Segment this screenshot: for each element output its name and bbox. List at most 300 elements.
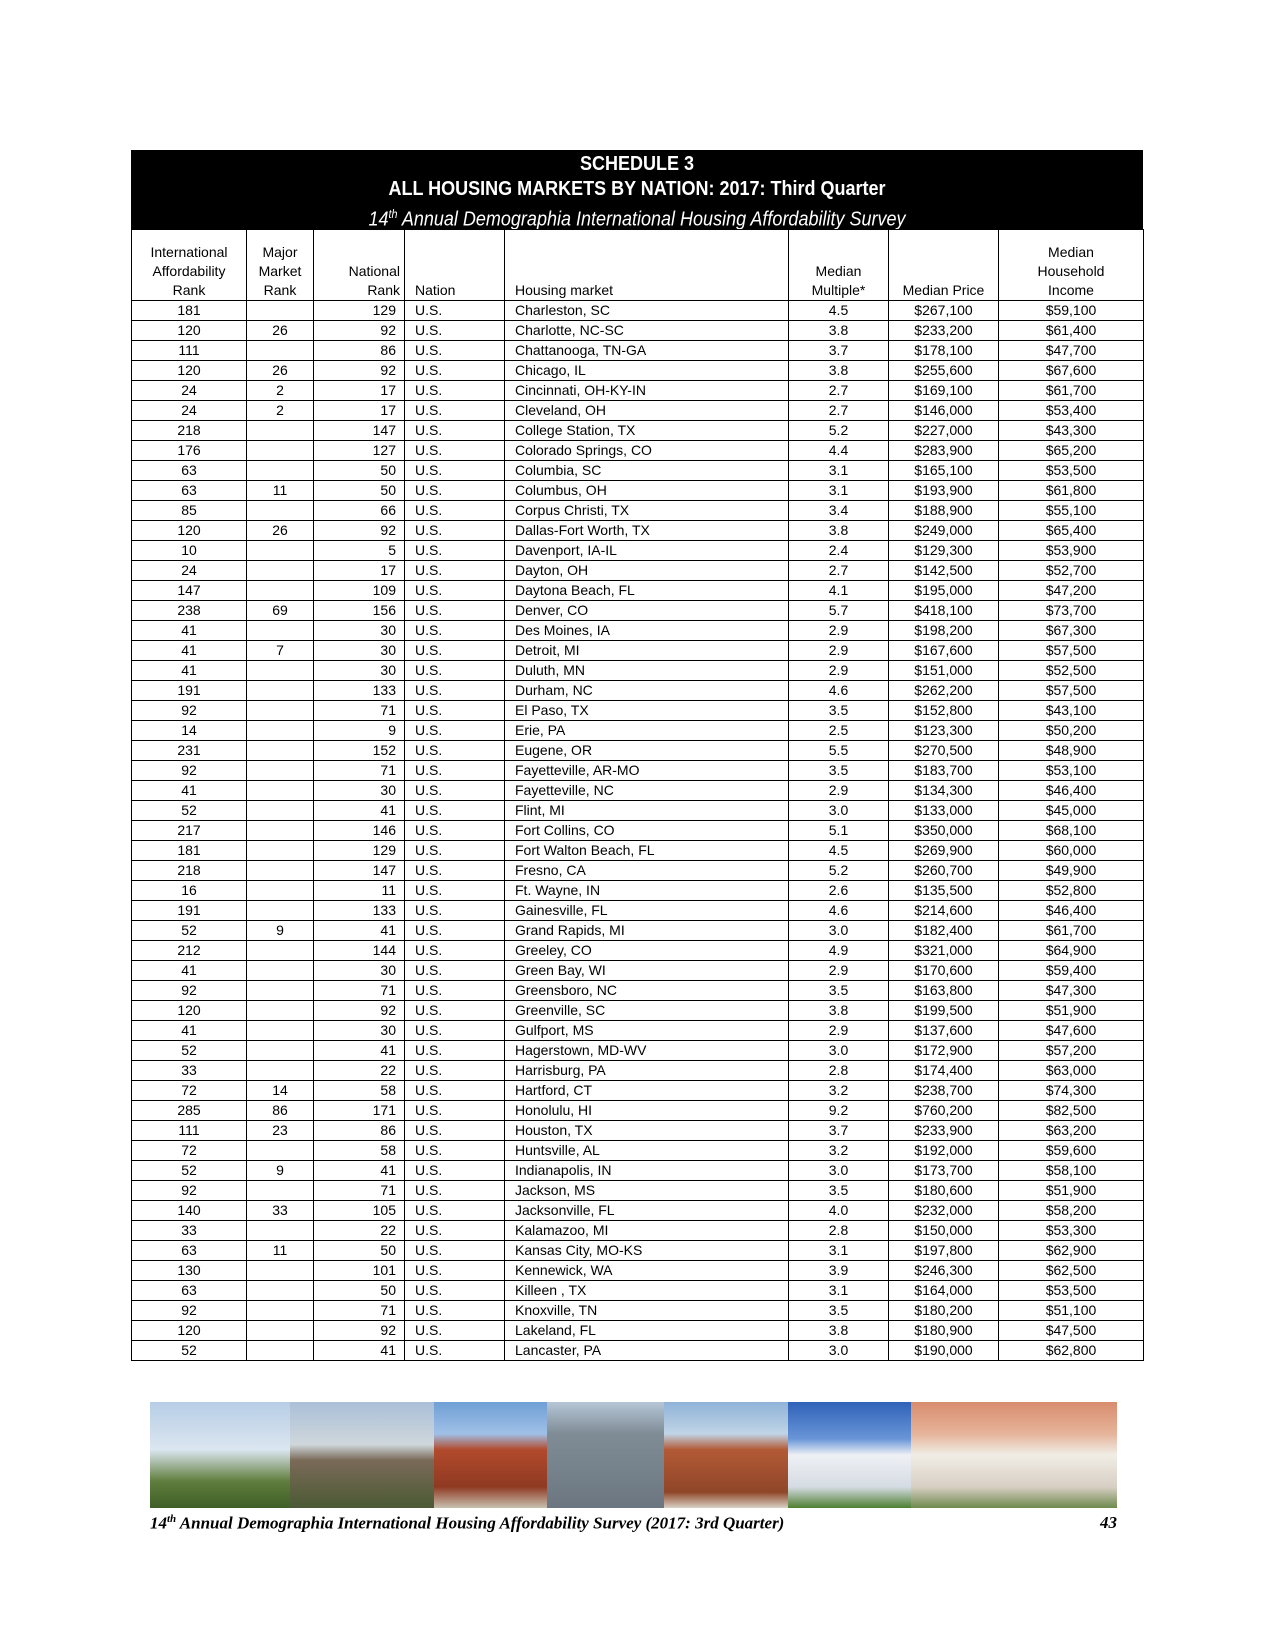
major-market-rank-cell: 23	[247, 1121, 314, 1141]
header-text: Nation	[415, 282, 456, 298]
nation-cell: U.S.	[405, 541, 505, 561]
major-market-rank-cell	[247, 741, 314, 761]
nation-cell: U.S.	[405, 561, 505, 581]
table-row	[132, 981, 1144, 1001]
national-rank-cell: 41	[314, 1041, 405, 1061]
international-rank-cell: 181	[132, 301, 247, 321]
median-income-cell: $59,400	[999, 961, 1144, 981]
housing-market-cell: Columbia, SC	[505, 461, 789, 481]
median-multiple-cell: 3.0	[789, 801, 889, 821]
median-multiple-cell: 5.2	[789, 421, 889, 441]
major-market-rank-cell: 26	[247, 361, 314, 381]
housing-market-cell: Cincinnati, OH-KY-IN	[505, 381, 789, 401]
header-text: National Rank	[348, 263, 400, 298]
median-income-cell: $53,500	[999, 1281, 1144, 1301]
national-rank-cell: 22	[314, 1061, 405, 1081]
international-rank-cell: 147	[132, 581, 247, 601]
international-rank-cell: 41	[132, 621, 247, 641]
table-row	[132, 361, 1144, 381]
major-market-rank-cell	[247, 881, 314, 901]
national-rank-cell: 127	[314, 441, 405, 461]
international-rank-cell: 191	[132, 681, 247, 701]
nation-cell: U.S.	[405, 761, 505, 781]
table-row	[132, 461, 1144, 481]
median-income-cell: $61,800	[999, 481, 1144, 501]
nation-cell: U.S.	[405, 1301, 505, 1321]
table-body	[132, 301, 1144, 1361]
housing-market-cell: Kalamazoo, MI	[505, 1221, 789, 1241]
header-text: Median Price	[902, 282, 985, 298]
median-price-cell: $180,600	[889, 1181, 999, 1201]
header-text: Median Household Income	[1037, 244, 1105, 298]
table-row	[132, 941, 1144, 961]
table-row	[132, 961, 1144, 981]
nation-cell: U.S.	[405, 821, 505, 841]
median-multiple-cell: 3.1	[789, 1241, 889, 1261]
median-multiple-cell: 2.5	[789, 721, 889, 741]
national-rank-cell: 133	[314, 681, 405, 701]
major-market-rank-cell: 11	[247, 481, 314, 501]
national-rank-cell: 129	[314, 841, 405, 861]
nation-cell: U.S.	[405, 1161, 505, 1181]
house-photo	[150, 1402, 290, 1508]
table-row	[132, 801, 1144, 821]
major-market-rank-cell	[247, 701, 314, 721]
housing-market-cell: Kennewick, WA	[505, 1261, 789, 1281]
table-row	[132, 581, 1144, 601]
median-income-cell: $62,900	[999, 1241, 1144, 1261]
median-multiple-cell: 4.0	[789, 1201, 889, 1221]
major-market-rank-cell: 26	[247, 321, 314, 341]
median-income-cell: $68,100	[999, 821, 1144, 841]
international-rank-cell: 52	[132, 921, 247, 941]
median-income-cell: $62,500	[999, 1261, 1144, 1281]
median-price-cell: $180,200	[889, 1301, 999, 1321]
international-rank-cell: 218	[132, 861, 247, 881]
major-market-rank-cell	[247, 861, 314, 881]
nation-cell: U.S.	[405, 1061, 505, 1081]
nation-cell: U.S.	[405, 1081, 505, 1101]
international-rank-cell: 285	[132, 1101, 247, 1121]
international-rank-cell: 212	[132, 941, 247, 961]
median-income-cell: $59,100	[999, 301, 1144, 321]
major-market-rank-cell	[247, 1141, 314, 1161]
house-photo	[664, 1402, 788, 1508]
table-row	[132, 781, 1144, 801]
major-market-rank-cell	[247, 341, 314, 361]
international-rank-cell: 120	[132, 1321, 247, 1341]
major-market-rank-cell	[247, 501, 314, 521]
housing-market-cell: Fort Collins, CO	[505, 821, 789, 841]
median-multiple-cell: 3.0	[789, 1341, 889, 1361]
median-multiple-cell: 4.6	[789, 901, 889, 921]
housing-market-cell: Hartford, CT	[505, 1081, 789, 1101]
median-income-cell: $47,200	[999, 581, 1144, 601]
major-market-rank-cell: 2	[247, 381, 314, 401]
international-rank-cell: 181	[132, 841, 247, 861]
table-row	[132, 481, 1144, 501]
median-income-cell: $52,700	[999, 561, 1144, 581]
major-market-rank-cell	[247, 441, 314, 461]
national-rank-cell: 156	[314, 601, 405, 621]
national-rank-cell: 171	[314, 1101, 405, 1121]
median-price-cell: $190,000	[889, 1341, 999, 1361]
international-rank-cell: 92	[132, 761, 247, 781]
page-number: 43	[1100, 1513, 1117, 1532]
house-photo	[788, 1402, 911, 1508]
international-rank-cell: 52	[132, 1341, 247, 1361]
national-rank-cell: 71	[314, 1301, 405, 1321]
major-market-rank-cell: 11	[247, 1241, 314, 1261]
median-price-cell: $246,300	[889, 1261, 999, 1281]
median-income-cell: $47,300	[999, 981, 1144, 1001]
nation-cell: U.S.	[405, 901, 505, 921]
housing-market-cell: Dayton, OH	[505, 561, 789, 581]
median-income-cell: $47,500	[999, 1321, 1144, 1341]
housing-market-cell: Houston, TX	[505, 1121, 789, 1141]
schedule-subtitle: ALL HOUSING MARKETS BY NATION: 2017: Third Quarter	[388, 178, 886, 200]
nation-cell: U.S.	[405, 1281, 505, 1301]
international-rank-cell: 24	[132, 381, 247, 401]
national-rank-cell: 17	[314, 381, 405, 401]
table-row	[132, 401, 1144, 421]
median-multiple-cell: 3.9	[789, 1261, 889, 1281]
major-market-rank-cell	[247, 1341, 314, 1361]
median-price-cell: $129,300	[889, 541, 999, 561]
median-income-cell: $65,400	[999, 521, 1144, 541]
national-rank-cell: 30	[314, 1021, 405, 1041]
major-market-rank-cell	[247, 581, 314, 601]
major-market-rank-cell	[247, 1301, 314, 1321]
median-multiple-cell: 5.2	[789, 861, 889, 881]
median-price-cell: $142,500	[889, 561, 999, 581]
international-rank-cell: 191	[132, 901, 247, 921]
major-market-rank-cell	[247, 721, 314, 741]
international-rank-cell: 176	[132, 441, 247, 461]
national-rank-cell: 41	[314, 801, 405, 821]
table-row	[132, 1101, 1144, 1121]
median-multiple-cell: 4.5	[789, 301, 889, 321]
housing-market-cell: Lancaster, PA	[505, 1341, 789, 1361]
median-price-cell: $167,600	[889, 641, 999, 661]
col-header-nation	[405, 230, 505, 301]
national-rank-cell: 9	[314, 721, 405, 741]
housing-market-cell: Lakeland, FL	[505, 1321, 789, 1341]
housing-market-cell: Greensboro, NC	[505, 981, 789, 1001]
table-row	[132, 761, 1144, 781]
median-income-cell: $46,400	[999, 901, 1144, 921]
median-price-cell: $269,900	[889, 841, 999, 861]
national-rank-cell: 86	[314, 341, 405, 361]
median-multiple-cell: 3.0	[789, 1041, 889, 1061]
median-income-cell: $61,700	[999, 381, 1144, 401]
table-row	[132, 1301, 1144, 1321]
national-rank-cell: 41	[314, 921, 405, 941]
median-income-cell: $64,900	[999, 941, 1144, 961]
table-row	[132, 641, 1144, 661]
national-rank-cell: 71	[314, 701, 405, 721]
major-market-rank-cell	[247, 541, 314, 561]
median-price-cell: $123,300	[889, 721, 999, 741]
national-rank-cell: 41	[314, 1161, 405, 1181]
national-rank-cell: 71	[314, 1181, 405, 1201]
median-income-cell: $74,300	[999, 1081, 1144, 1101]
median-price-cell: $137,600	[889, 1021, 999, 1041]
median-multiple-cell: 2.7	[789, 561, 889, 581]
national-rank-cell: 30	[314, 621, 405, 641]
median-price-cell: $182,400	[889, 921, 999, 941]
international-rank-cell: 24	[132, 561, 247, 581]
housing-market-cell: Hagerstown, MD-WV	[505, 1041, 789, 1061]
table-row	[132, 521, 1144, 541]
table-row	[132, 381, 1144, 401]
table-row	[132, 301, 1144, 321]
table-row	[132, 1081, 1144, 1101]
housing-market-cell: Erie, PA	[505, 721, 789, 741]
major-market-rank-cell	[247, 1041, 314, 1061]
median-income-cell: $51,100	[999, 1301, 1144, 1321]
housing-market-cell: Indianapolis, IN	[505, 1161, 789, 1181]
table-row	[132, 1121, 1144, 1141]
median-income-cell: $67,300	[999, 621, 1144, 641]
housing-market-cell: Greeley, CO	[505, 941, 789, 961]
table-row	[132, 621, 1144, 641]
table-row	[132, 1321, 1144, 1341]
major-market-rank-cell	[247, 821, 314, 841]
housing-market-cell: Jacksonville, FL	[505, 1201, 789, 1221]
median-income-cell: $45,000	[999, 801, 1144, 821]
median-price-cell: $238,700	[889, 1081, 999, 1101]
international-rank-cell: 120	[132, 1001, 247, 1021]
national-rank-cell: 41	[314, 1341, 405, 1361]
table-row	[132, 901, 1144, 921]
housing-market-cell: Daytona Beach, FL	[505, 581, 789, 601]
median-price-cell: $198,200	[889, 621, 999, 641]
median-income-cell: $51,900	[999, 1181, 1144, 1201]
international-rank-cell: 120	[132, 321, 247, 341]
international-rank-cell: 52	[132, 1041, 247, 1061]
median-multiple-cell: 3.4	[789, 501, 889, 521]
housing-market-cell: Greenville, SC	[505, 1001, 789, 1021]
nation-cell: U.S.	[405, 741, 505, 761]
median-multiple-cell: 2.7	[789, 401, 889, 421]
nation-cell: U.S.	[405, 981, 505, 1001]
median-price-cell: $195,000	[889, 581, 999, 601]
nation-cell: U.S.	[405, 581, 505, 601]
median-multiple-cell: 3.5	[789, 1301, 889, 1321]
international-rank-cell: 24	[132, 401, 247, 421]
housing-market-cell: Columbus, OH	[505, 481, 789, 501]
major-market-rank-cell: 86	[247, 1101, 314, 1121]
nation-cell: U.S.	[405, 661, 505, 681]
table-row	[132, 1041, 1144, 1061]
median-income-cell: $53,400	[999, 401, 1144, 421]
nation-cell: U.S.	[405, 521, 505, 541]
table-row	[132, 721, 1144, 741]
national-rank-cell: 92	[314, 1001, 405, 1021]
table-row	[132, 701, 1144, 721]
national-rank-cell: 22	[314, 1221, 405, 1241]
international-rank-cell: 218	[132, 421, 247, 441]
table-row	[132, 501, 1144, 521]
international-rank-cell: 33	[132, 1061, 247, 1081]
major-market-rank-cell: 9	[247, 1161, 314, 1181]
median-multiple-cell: 4.9	[789, 941, 889, 961]
median-multiple-cell: 5.7	[789, 601, 889, 621]
nation-cell: U.S.	[405, 481, 505, 501]
median-multiple-cell: 3.8	[789, 1001, 889, 1021]
median-price-cell: $133,000	[889, 801, 999, 821]
major-market-rank-cell	[247, 461, 314, 481]
nation-cell: U.S.	[405, 721, 505, 741]
nation-cell: U.S.	[405, 421, 505, 441]
median-income-cell: $63,200	[999, 1121, 1144, 1141]
major-market-rank-cell: 9	[247, 921, 314, 941]
median-price-cell: $283,900	[889, 441, 999, 461]
housing-market-cell: El Paso, TX	[505, 701, 789, 721]
national-rank-cell: 71	[314, 981, 405, 1001]
international-rank-cell: 41	[132, 1021, 247, 1041]
housing-market-cell: Fayetteville, NC	[505, 781, 789, 801]
international-rank-cell: 140	[132, 1201, 247, 1221]
national-rank-cell: 58	[314, 1141, 405, 1161]
median-price-cell: $193,900	[889, 481, 999, 501]
housing-market-cell: Kansas City, MO-KS	[505, 1241, 789, 1261]
median-multiple-cell: 5.1	[789, 821, 889, 841]
median-multiple-cell: 4.4	[789, 441, 889, 461]
nation-cell: U.S.	[405, 461, 505, 481]
nation-cell: U.S.	[405, 1041, 505, 1061]
col-header-median-price	[889, 230, 999, 301]
house-photo	[911, 1402, 1117, 1508]
median-multiple-cell: 5.5	[789, 741, 889, 761]
international-rank-cell: 63	[132, 461, 247, 481]
table-row	[132, 1221, 1144, 1241]
median-price-cell: $178,100	[889, 341, 999, 361]
major-market-rank-cell	[247, 841, 314, 861]
national-rank-cell: 11	[314, 881, 405, 901]
table-row	[132, 561, 1144, 581]
nation-cell: U.S.	[405, 801, 505, 821]
table-row	[132, 1001, 1144, 1021]
median-price-cell: $350,000	[889, 821, 999, 841]
median-income-cell: $50,200	[999, 721, 1144, 741]
table-row	[132, 1061, 1144, 1081]
international-rank-cell: 111	[132, 341, 247, 361]
national-rank-cell: 50	[314, 461, 405, 481]
table-row	[132, 661, 1144, 681]
housing-market-cell: Gulfport, MS	[505, 1021, 789, 1041]
median-multiple-cell: 2.9	[789, 661, 889, 681]
median-income-cell: $46,400	[999, 781, 1144, 801]
national-rank-cell: 30	[314, 961, 405, 981]
median-income-cell: $73,700	[999, 601, 1144, 621]
major-market-rank-cell	[247, 1261, 314, 1281]
national-rank-cell: 92	[314, 321, 405, 341]
nation-cell: U.S.	[405, 381, 505, 401]
international-rank-cell: 120	[132, 361, 247, 381]
housing-market-cell: Corpus Christi, TX	[505, 501, 789, 521]
nation-cell: U.S.	[405, 501, 505, 521]
housing-market-cell: Ft. Wayne, IN	[505, 881, 789, 901]
median-price-cell: $134,300	[889, 781, 999, 801]
table-row	[132, 321, 1144, 341]
nation-cell: U.S.	[405, 941, 505, 961]
schedule-banner	[131, 150, 1143, 229]
major-market-rank-cell	[247, 941, 314, 961]
median-income-cell: $52,500	[999, 661, 1144, 681]
median-income-cell: $49,900	[999, 861, 1144, 881]
median-income-cell: $43,300	[999, 421, 1144, 441]
median-multiple-cell: 4.1	[789, 581, 889, 601]
table-row	[132, 821, 1144, 841]
table-row	[132, 1201, 1144, 1221]
national-rank-cell: 30	[314, 641, 405, 661]
median-multiple-cell: 9.2	[789, 1101, 889, 1121]
housing-market-cell: Grand Rapids, MI	[505, 921, 789, 941]
median-price-cell: $214,600	[889, 901, 999, 921]
nation-cell: U.S.	[405, 321, 505, 341]
nation-cell: U.S.	[405, 341, 505, 361]
col-header-median-multiple	[789, 230, 889, 301]
table-row	[132, 1181, 1144, 1201]
national-rank-cell: 30	[314, 781, 405, 801]
median-price-cell: $151,000	[889, 661, 999, 681]
table-row	[132, 881, 1144, 901]
col-header-international-rank	[132, 230, 247, 301]
nation-cell: U.S.	[405, 1141, 505, 1161]
national-rank-cell: 129	[314, 301, 405, 321]
major-market-rank-cell	[247, 1021, 314, 1041]
nation-cell: U.S.	[405, 641, 505, 661]
nation-cell: U.S.	[405, 781, 505, 801]
nation-cell: U.S.	[405, 701, 505, 721]
house-photo	[434, 1402, 547, 1508]
housing-market-cell: Chicago, IL	[505, 361, 789, 381]
median-multiple-cell: 3.1	[789, 481, 889, 501]
international-rank-cell: 92	[132, 1301, 247, 1321]
nation-cell: U.S.	[405, 1241, 505, 1261]
nation-cell: U.S.	[405, 1341, 505, 1361]
nation-cell: U.S.	[405, 601, 505, 621]
major-market-rank-cell	[247, 621, 314, 641]
international-rank-cell: 231	[132, 741, 247, 761]
nation-cell: U.S.	[405, 361, 505, 381]
median-price-cell: $255,600	[889, 361, 999, 381]
median-multiple-cell: 3.5	[789, 1181, 889, 1201]
median-multiple-cell: 2.7	[789, 381, 889, 401]
national-rank-cell: 101	[314, 1261, 405, 1281]
median-multiple-cell: 4.6	[789, 681, 889, 701]
median-price-cell: $233,900	[889, 1121, 999, 1141]
median-income-cell: $67,600	[999, 361, 1144, 381]
national-rank-cell: 50	[314, 1281, 405, 1301]
international-rank-cell: 85	[132, 501, 247, 521]
major-market-rank-cell	[247, 661, 314, 681]
housing-market-cell: Killeen , TX	[505, 1281, 789, 1301]
median-price-cell: $232,000	[889, 1201, 999, 1221]
international-rank-cell: 41	[132, 641, 247, 661]
national-rank-cell: 133	[314, 901, 405, 921]
international-rank-cell: 16	[132, 881, 247, 901]
major-market-rank-cell: 26	[247, 521, 314, 541]
housing-market-cell: Cleveland, OH	[505, 401, 789, 421]
nation-cell: U.S.	[405, 961, 505, 981]
housing-market-cell: Huntsville, AL	[505, 1141, 789, 1161]
median-price-cell: $165,100	[889, 461, 999, 481]
international-rank-cell: 41	[132, 961, 247, 981]
table-row	[132, 1161, 1144, 1181]
